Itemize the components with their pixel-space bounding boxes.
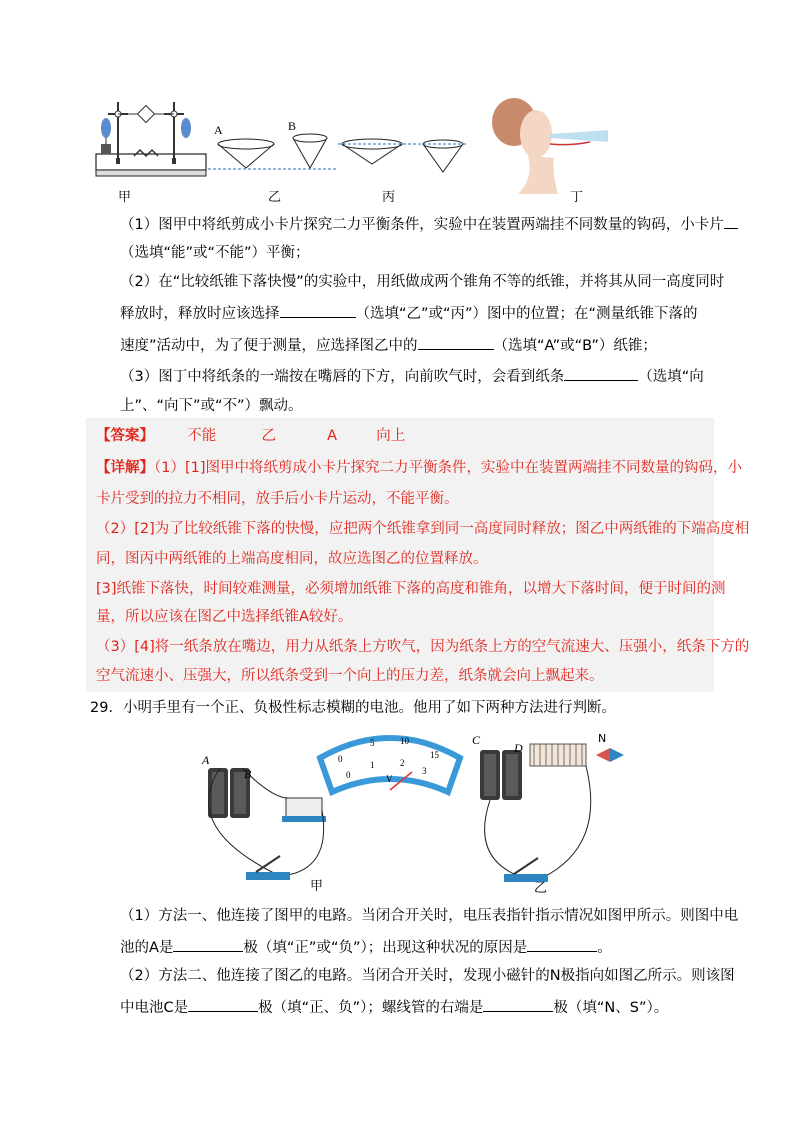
- answer-1: 不能: [187, 428, 217, 444]
- svg-text:2: 2: [400, 758, 405, 768]
- battery-label-c: C: [472, 733, 481, 747]
- q28-p3-line2: 上”、“向下”或“不”）飘动。: [120, 398, 303, 414]
- svg-text:0: 0: [338, 754, 343, 764]
- caption-yi: 乙: [268, 190, 282, 205]
- blank-5[interactable]: [173, 937, 243, 952]
- cones-yi: [208, 119, 338, 169]
- detail-1-line1: 【详解】（1）[1]图甲中将纸剪成小卡片探究二力平衡条件，实验中在装置两端挂不同数量的钩码，小: [96, 460, 743, 476]
- cone-label-b: B: [288, 119, 297, 133]
- switch-jia: [246, 856, 290, 880]
- answer-2: 乙: [261, 428, 276, 444]
- blank-6[interactable]: [527, 937, 597, 952]
- q28-p1-line1: （1）图甲中将纸剪成小卡片探究二力平衡条件，实验中在装置两端挂不同数量的钩码，小卡片: [120, 214, 738, 235]
- q28-p3-line1: （3）图丁中将纸条的一端按在嘴唇的下方，向前吹气时，会看到纸条 （选填“向: [120, 366, 704, 387]
- answer-label: 【答案】: [96, 428, 154, 444]
- figure-circuits: [190, 728, 630, 898]
- q29-p2-line1: （2）方法二、他连接了图乙的电路。当闭合开关时，发现小磁针的N极指向如图乙所示。则该图: [120, 968, 735, 984]
- blank-1[interactable]: [724, 214, 738, 229]
- battery-yi: [472, 733, 523, 800]
- q28-p2-line2: 释放时，释放时应该选择 （选填“乙”或“丙”）图中的位置；在“测量纸锥下落的: [120, 303, 698, 324]
- blank-4[interactable]: [564, 366, 638, 381]
- detail-3-line2: 量，所以应该在图乙中选择纸锥A较好。: [96, 609, 353, 625]
- svg-text:0: 0: [346, 770, 351, 780]
- caption-ding: 丁: [570, 190, 584, 205]
- compass-n-label: N: [598, 732, 607, 745]
- cones-bing: [338, 139, 468, 172]
- blank-2[interactable]: [280, 303, 356, 318]
- battery-label-b: B: [244, 767, 252, 781]
- detail-2-line1: （2）[2]为了比较纸锥下落的快慢，应把两个纸锥拿到同一高度同时释放；图乙中两纸锥的下端高度相: [96, 521, 750, 537]
- battery-label-a: A: [202, 753, 210, 767]
- svg-text:V: V: [386, 774, 393, 784]
- detail-1-line2: 卡片受到的拉力不相同，放手后小卡片运动，不能平衡。: [96, 491, 459, 507]
- figure-apparatus-row: [88, 92, 628, 202]
- cone-label-a: A: [214, 123, 223, 137]
- q29-p1-line1: （1）方法一、他连接了图甲的电路。当闭合开关时，电压表指针指示情况如图甲所示。则图中电: [120, 908, 739, 924]
- caption-circuit-jia: 甲: [310, 879, 324, 894]
- svg-text:15: 15: [430, 750, 439, 760]
- q29-p1-line2: 池的A是 极（填“正”或“负”）；出现这种状况的原因是 。: [120, 937, 612, 958]
- svg-text:5: 5: [370, 738, 375, 748]
- q28-p1-line2: （选填“能”或“不能”）平衡；: [120, 245, 310, 261]
- blank-7[interactable]: [188, 997, 258, 1012]
- q29-stem: 29．小明手里有一个正、负极性标志模糊的电池。他用了如下两种方法进行判断。: [90, 700, 616, 716]
- solenoid: [530, 744, 586, 766]
- voltmeter: [282, 798, 326, 822]
- detail-4-line2: 空气流速小、压强大，所以纸条受到一个向上的压力差，纸条就会向上飘起来。: [96, 668, 604, 684]
- answer-3: A: [327, 428, 338, 444]
- two-force-balance-apparatus: [96, 102, 206, 176]
- svg-text:1: 1: [370, 760, 375, 770]
- compass-needle: [596, 732, 624, 762]
- caption-bing: 丙: [382, 190, 396, 205]
- blank-3[interactable]: [418, 335, 494, 350]
- answer-row: [96, 426, 405, 446]
- battery-label-d: D: [514, 741, 523, 755]
- voltmeter-dial: [320, 736, 460, 792]
- caption-jia: 甲: [118, 190, 132, 205]
- q28-p2-line3: 速度”活动中，为了便于测量，应选择图乙中的 （选填“A”或“B”）纸锥；: [120, 335, 657, 356]
- answer-4: 向上: [376, 428, 406, 444]
- detail-2-line2: 同，图丙中两纸锥的上端高度相同，故应选图乙的位置释放。: [96, 551, 488, 567]
- q28-p2-line1: （2）在“比较纸锥下落快慢”的实验中，用纸做成两个锥角不等的纸锥，并将其从同一高度同时: [120, 274, 725, 290]
- q29-p2-line2: 中电池C是 极（填“正、负”）；螺线管的右端是 极（填“N、S”）。: [120, 997, 668, 1018]
- blank-8[interactable]: [483, 997, 553, 1012]
- switch-yi: [504, 858, 548, 882]
- svg-text:10: 10: [400, 736, 409, 746]
- face-blowing-paper: [492, 98, 608, 194]
- caption-circuit-yi: 乙: [534, 881, 548, 896]
- detail-3-line1: [3]纸锥下落快，时间较难测量，必须增加纸锥下落的高度和锥角，以增大下落时间，便于时间的测: [96, 581, 726, 597]
- svg-text:3: 3: [422, 766, 427, 776]
- detail-4-line1: （3）[4]将一纸条放在嘴边，用力从纸条上方吹气，因为纸条上方的空气流速大、压强小，纸条下方的: [96, 639, 750, 655]
